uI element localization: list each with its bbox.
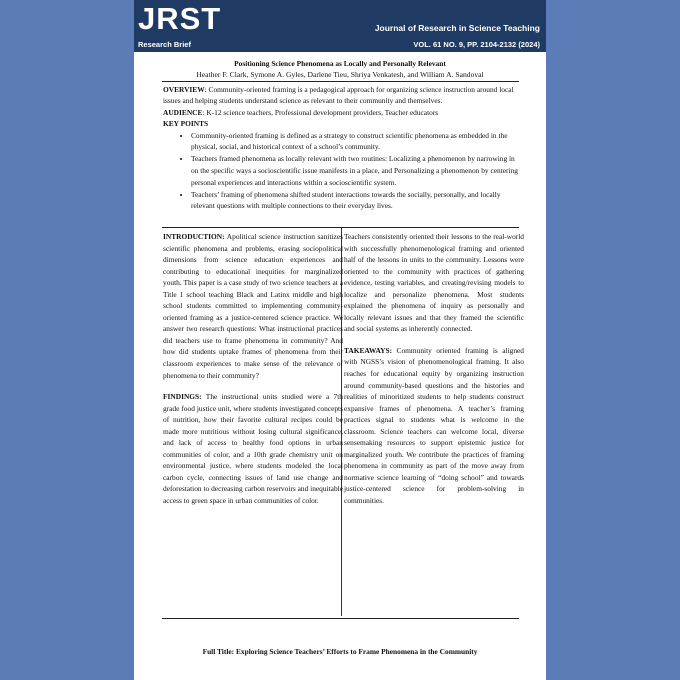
overview	[163, 84, 518, 107]
right-column	[344, 231, 524, 517]
audience	[163, 107, 518, 118]
article-authors: Heather F. Clark, Symone A. Gyles, Darlene Tieu, Shriya Venkatesh, and William A. Sandoval	[196, 70, 484, 79]
audience-label: AUDIENCE	[163, 107, 203, 117]
findings-label: FINDINGS:	[163, 392, 202, 402]
introduction-text: Apolitical science instruction sanitizes scientific phenomena and problems, erasing sociopolitical dimensions from science education experiences and contributing to educational inequities for marginalized youth. This paper is a case study of two science teachers at a Title 1 school teaching Black and Latinx middle and high school students committed to implementing community-oriented framing as a justice-centered science practice. We answer two research questions: What instructional practices did teachers use to frame phenomena in community? And how did students uptake frames of phenomena from their classroom experiences to make sense of the relevance of phenomena to their community?	[163, 232, 343, 380]
key-points-list	[163, 130, 518, 213]
overview-text: : Community-oriented framing is a pedagogical approach for organizing science instruction around local issues and helping students understand science as relevant to their community and themselves.	[163, 85, 514, 106]
divider-top	[162, 81, 519, 82]
findings-text: The instructional units studied were a 7th grade food justice unit, where students investigated concepts of nutrition, how their favorite cultural recipes could be made more nutritious without losing cultural significance, and lack of access to healthy food options in urban communities of color, and a 10th grade chemistry unit on environmental justice, where students modeled the local carbon cycle, connecting issues of land use change and deforestation to decreasing carbon reservoirs and inequitable access to green space in urban communities of color.	[163, 392, 343, 506]
summary-block	[163, 84, 518, 212]
journal-banner	[134, 0, 546, 52]
introduction-section	[163, 231, 343, 381]
introduction-label: INTRODUCTION:	[163, 232, 225, 241]
article-title: Positioning Science Phenomena as Locally and Personally Relevant	[234, 59, 446, 68]
key-point: • Teachers’ framing of phenomena shifted student interactions towards the socially, personally, and locally relevant questions with multiple connections to their everyday lives.	[191, 189, 518, 213]
key-point: • Teachers framed phenomena as locally relevant with two routines: Localizing a phenomenon by narrowing in on the specific ways a socioscientific issue manifests in a place, and Personalizing a phenomenon by centering personal experiences and interactions within a socioscientific system.	[191, 153, 518, 188]
audience-text: : K-12 science teachers, Professional development providers, Teacher educators	[202, 107, 439, 117]
brief-label: Research Brief	[138, 40, 191, 49]
takeaways-text: Community oriented framing is aligned with NGSS’s vision of phenomenological framing. It also reaches for educational equity by organizing instruction around community-based questions and the histories and realities of minoritized students to help students construct expansive frames of phenomena. A teacher’s framing practices signal to students what is welcome in the classroom. Science teachers can welcome local, diverse sensemaking resources to support epistemic justice for marginalized youth. We contribute the practices of framing phenomena in community as part of the move away from normative science learning of “doing school” and towards justice-centered science for problem-solving in communities.	[344, 345, 524, 506]
key-points-heading: KEY POINTS	[163, 119, 209, 129]
journal-name: Journal of Research in Science Teaching	[374, 23, 540, 33]
journal-logo: JRST	[138, 1, 222, 36]
full-title: Full Title: Exploring Science Teachers’ Efforts to Frame Phenomena in the Community	[202, 647, 478, 656]
findings-continued: Teachers consistently oriented their lessons to the real-world with successfully phenomenological framing and oriented half of the lessons in units to the community. Lessons were oriented to the community with practices of gathering evidence, testing variables, and creating/revising models to localize and personalize phenomena. Most students explained the phenomena of inquiry as personally and locally relevant issues and that they framed the scientific and social systems as inherently connected.	[344, 232, 524, 334]
findings-section	[163, 391, 343, 506]
research-brief-page	[134, 0, 546, 680]
key-point: • Community-oriented framing is defined as a strategy to construct scientific phenomena as embedded in the physical, social, and historical context of a school’s community.	[191, 130, 518, 154]
overview-label: OVERVIEW	[163, 85, 205, 94]
left-column	[163, 231, 343, 517]
volume-info: VOL. 61 NO. 9, PP. 2104-2132 (2024)	[413, 40, 540, 49]
takeaways-section	[344, 345, 524, 507]
divider-bottom	[162, 618, 519, 619]
takeaways-label: TAKEAWAYS:	[344, 345, 393, 355]
